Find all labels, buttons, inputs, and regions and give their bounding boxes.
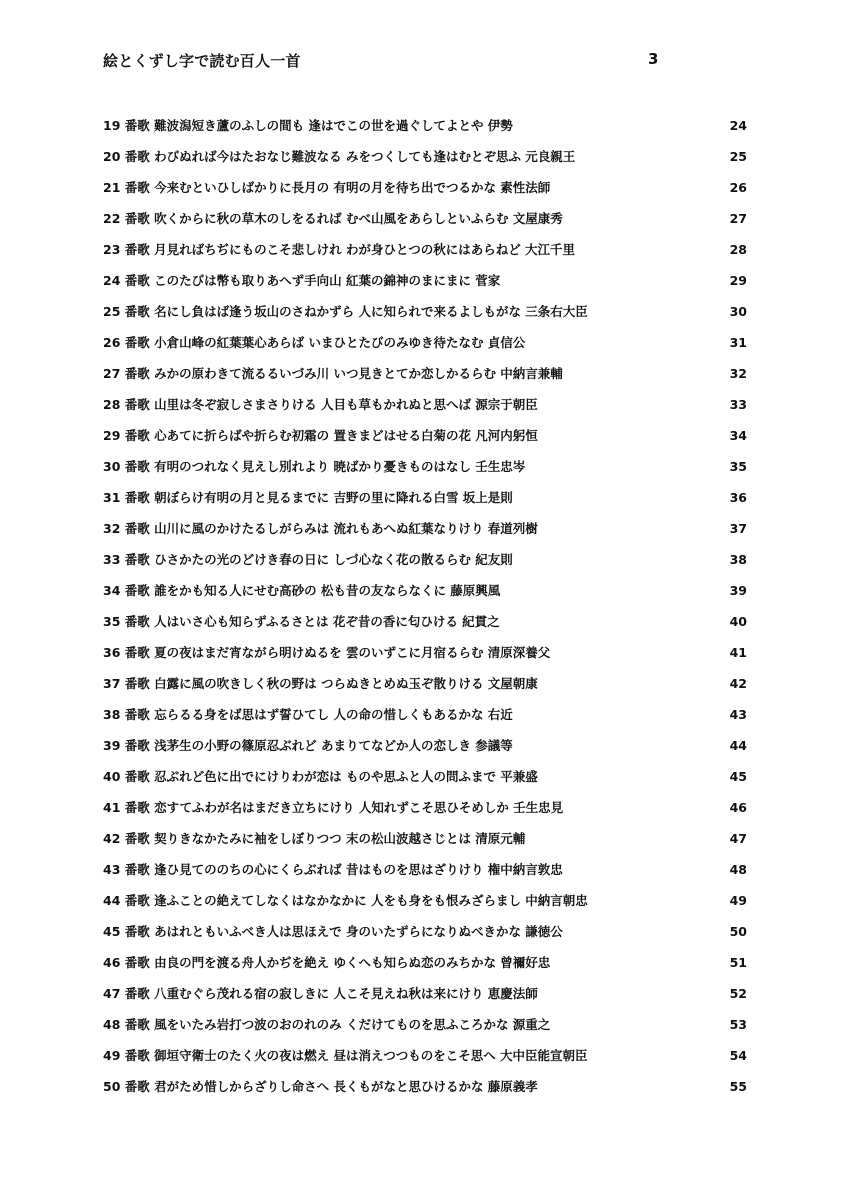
toc-entry[interactable]: [0, 203, 849, 234]
toc-entry-page-number: 51: [729, 955, 747, 970]
toc-entry[interactable]: [0, 513, 849, 544]
toc-entry-text: 23 番歌 月見ればちぢにものこそ悲しけれ わが身ひとつの秋にはあらねど 大江千里: [103, 242, 576, 257]
toc-entry[interactable]: [0, 699, 849, 730]
toc-entry[interactable]: [0, 358, 849, 389]
toc-entry-page-number: 28: [729, 242, 747, 257]
toc-entry[interactable]: [0, 885, 849, 916]
toc-entry[interactable]: [0, 544, 849, 575]
toc-entry-text: 38 番歌 忘らるる身をば思はず誓ひてし 人の命の惜しくもあるかな 右近: [103, 707, 513, 722]
toc-entry[interactable]: [0, 420, 849, 451]
toc-entry-text: 28 番歌 山里は冬ぞ寂しさまさりける 人目も草もかれぬと思へば 源宗于朝臣: [103, 397, 538, 412]
toc-entry-page-number: 25: [729, 149, 747, 164]
toc-entry[interactable]: [0, 792, 849, 823]
toc-entry[interactable]: [0, 575, 849, 606]
toc-entry-page-number: 45: [729, 769, 747, 784]
toc-entry[interactable]: [0, 854, 849, 885]
toc-entry[interactable]: [0, 1040, 849, 1071]
toc-entry-text: 43 番歌 逢ひ見てののちの心にくらぶれば 昔はものを思はざりけり 権中納言敦忠: [103, 862, 563, 877]
toc-entry-page-number: 55: [729, 1079, 747, 1094]
toc-entry-text: 33 番歌 ひさかたの光のどけき春の日に しづ心なく花の散るらむ 紀友則: [103, 552, 513, 567]
document-title: 絵とくずし字で読む百人一首: [103, 52, 301, 70]
toc-entry-page-number: 36: [729, 490, 747, 505]
toc-entry[interactable]: [0, 110, 849, 141]
toc-entry[interactable]: [0, 327, 849, 358]
toc-entry-page-number: 50: [729, 924, 747, 939]
toc-entry-page-number: 24: [729, 118, 747, 133]
toc-entry[interactable]: [0, 389, 849, 420]
toc-entry[interactable]: [0, 296, 849, 327]
toc-entry[interactable]: [0, 451, 849, 482]
toc-entry-text: 34 番歌 誰をかも知る人にせむ高砂の 松も昔の友ならなくに 藤原興風: [103, 583, 501, 598]
toc-entry-text: 20 番歌 わびぬれば今はたおなじ難波なる みをつくしても逢はむとぞ思ふ 元良親王: [103, 149, 576, 164]
toc-entry[interactable]: [0, 637, 849, 668]
toc-entry-page-number: 32: [729, 366, 747, 381]
toc-entry-page-number: 48: [729, 862, 747, 877]
toc-entry-page-number: 27: [729, 211, 747, 226]
toc-entry[interactable]: [0, 141, 849, 172]
toc-entry-page-number: 42: [729, 676, 747, 691]
toc-entry-text: 26 番歌 小倉山峰の紅葉葉心あらば いまひとたびのみゆき待たなむ 貞信公: [103, 335, 526, 350]
toc-entry-page-number: 29: [729, 273, 747, 288]
toc-entry-page-number: 40: [729, 614, 747, 629]
toc-entry-text: 30 番歌 有明のつれなく見えし別れより 暁ばかり憂きものはなし 壬生忠岑: [103, 459, 526, 474]
toc-entry-text: 27 番歌 みかの原わきて流るるいづみ川 いつ見きとてか恋しかるらむ 中納言兼輔: [103, 366, 563, 381]
toc-entry-text: 21 番歌 今来むといひしばかりに長月の 有明の月を待ち出でつるかな 素性法師: [103, 180, 551, 195]
toc-entry-text: 35 番歌 人はいさ心も知らずふるさとは 花ぞ昔の香に匂ひける 紀貫之: [103, 614, 500, 629]
toc-entry[interactable]: [0, 730, 849, 761]
page-header: [0, 50, 849, 74]
toc-entry-page-number: 39: [729, 583, 747, 598]
toc-entry-page-number: 37: [729, 521, 747, 536]
toc-entry-text: 49 番歌 御垣守衛士のたく火の夜は燃え 昼は消えつつものをこそ思へ 大中臣能宣朝臣: [103, 1048, 588, 1063]
toc-entry[interactable]: [0, 265, 849, 296]
toc-entry[interactable]: [0, 761, 849, 792]
toc-entry-text: 24 番歌 このたびは幣も取りあへず手向山 紅葉の錦神のまにまに 菅家: [103, 273, 501, 288]
toc-entry-text: 45 番歌 あはれともいふべき人は思ほえで 身のいたずらになりぬべきかな 謙徳公: [103, 924, 563, 939]
toc-entry-page-number: 30: [729, 304, 747, 319]
toc-entry[interactable]: [0, 668, 849, 699]
toc-entry-page-number: 35: [729, 459, 747, 474]
toc-entry-text: 42 番歌 契りきなかたみに袖をしぼりつつ 末の松山波越さじとは 清原元輔: [103, 831, 526, 846]
toc-entry-page-number: 46: [729, 800, 747, 815]
toc-entry-text: 40 番歌 忍ぶれど色に出でにけりわが恋は ものや思ふと人の問ふまで 平兼盛: [103, 769, 538, 784]
toc-entry-text: 37 番歌 白露に風の吹きしく秋の野は つらぬきとめぬ玉ぞ散りける 文屋朝康: [103, 676, 538, 691]
toc-entry-text: 47 番歌 八重むぐら茂れる宿の寂しきに 人こそ見えね秋は来にけり 恵慶法師: [103, 986, 538, 1001]
toc-entry[interactable]: [0, 1071, 849, 1102]
header-page-number: 3: [648, 50, 659, 68]
toc-entry-text: 44 番歌 逢ふことの絶えてしなくはなかなかに 人をも身をも恨みざらまし 中納言朝忠: [103, 893, 588, 908]
toc-entry-page-number: 54: [729, 1048, 747, 1063]
toc-entry-page-number: 44: [729, 738, 747, 753]
toc-entry-text: 39 番歌 浅茅生の小野の篠原忍ぶれど あまりてなどか人の恋しき 参議等: [103, 738, 513, 753]
toc-entry-text: 50 番歌 君がため惜しからざりし命さへ 長くもがなと思ひけるかな 藤原義孝: [103, 1079, 538, 1094]
toc-entry-page-number: 49: [729, 893, 747, 908]
toc-entry-page-number: 34: [729, 428, 747, 443]
toc-entry[interactable]: [0, 823, 849, 854]
toc-entry-page-number: 41: [729, 645, 747, 660]
toc-entry-page-number: 31: [729, 335, 747, 350]
toc-entry-page-number: 43: [729, 707, 747, 722]
toc-entry-text: 22 番歌 吹くからに秋の草木のしをるれば むべ山風をあらしといふらむ 文屋康秀: [103, 211, 563, 226]
toc-entry-page-number: 52: [729, 986, 747, 1001]
toc-entry[interactable]: [0, 172, 849, 203]
toc-entry[interactable]: [0, 482, 849, 513]
toc-entry-text: 41 番歌 恋すてふわが名はまだき立ちにけり 人知れずこそ思ひそめしか 壬生忠見: [103, 800, 564, 815]
toc-entry-text: 25 番歌 名にし負はば逢う坂山のさねかずら 人に知られで来るよしもがな 三条右大臣: [103, 304, 588, 319]
toc-entry-page-number: 33: [729, 397, 747, 412]
table-of-contents: [0, 110, 849, 1102]
toc-entry-page-number: 47: [729, 831, 747, 846]
toc-entry-page-number: 26: [729, 180, 747, 195]
toc-entry-page-number: 38: [729, 552, 747, 567]
toc-entry-text: 46 番歌 由良の門を渡る舟人かぢを絶え ゆくへも知らぬ恋のみちかな 曾禰好忠: [103, 955, 551, 970]
toc-entry[interactable]: [0, 978, 849, 1009]
toc-entry[interactable]: [0, 947, 849, 978]
toc-entry-text: 36 番歌 夏の夜はまだ宵ながら明けぬるを 雲のいずこに月宿るらむ 清原深養父: [103, 645, 551, 660]
toc-entry[interactable]: [0, 1009, 849, 1040]
toc-entry-text: 19 番歌 難波潟短き蘆のふしの間も 逢はでこの世を過ぐしてよとや 伊勢: [103, 118, 513, 133]
toc-entry-text: 29 番歌 心あてに折らばや折らむ初霜の 置きまどはせる白菊の花 凡河内躬恒: [103, 428, 538, 443]
toc-entry-text: 31 番歌 朝ぼらけ有明の月と見るまでに 吉野の里に降れる白雪 坂上是則: [103, 490, 513, 505]
toc-entry[interactable]: [0, 606, 849, 637]
toc-entry-text: 32 番歌 山川に風のかけたるしがらみは 流れもあへぬ紅葉なりけり 春道列樹: [103, 521, 538, 536]
toc-entry-page-number: 53: [729, 1017, 747, 1032]
toc-entry[interactable]: [0, 234, 849, 265]
toc-entry-text: 48 番歌 風をいたみ岩打つ波のおのれのみ くだけてものを思ふころかな 源重之: [103, 1017, 551, 1032]
toc-entry[interactable]: [0, 916, 849, 947]
